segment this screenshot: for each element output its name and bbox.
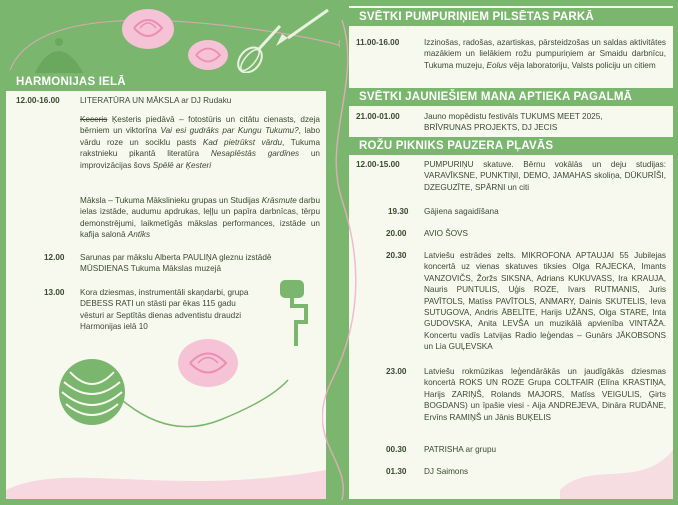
event-time: 00.30	[386, 445, 407, 454]
event-time: 23.00	[386, 367, 407, 376]
text-span: darbu ielas izstāde, audumu apdrukas, leļļu un papīra darbnīcas, tērpu demonstrējumi, laikmetīgās mākslas performances, izstāde un kafija salonā	[80, 196, 320, 240]
section-header-parks: SVĒTKI PUMPURIŅIEM PILSĒTAS PARKĀ	[349, 8, 673, 26]
top-left-decoration	[0, 0, 340, 80]
text-span: vēja laboratoriju, Valsts policiju un citiem	[506, 60, 656, 70]
event-time: 20.30	[386, 251, 407, 260]
event-time: 21.00-01.00	[356, 112, 400, 121]
event-time: 12.00	[44, 253, 65, 262]
text-span: Ķesteris piedāvā – fotostūris un citātu cienasts, dzeja bērniem un viktorīna	[80, 115, 320, 136]
section-header-youth: SVĒTKI JAUNIEŠIEM MANA APTIEKA PAGALMĀ	[349, 88, 673, 106]
show-title: Spēlē ar Ķesteri	[152, 160, 212, 170]
eolus-name: Eolus	[486, 60, 507, 70]
post-title: Kad pietrūkst vārdu	[202, 137, 283, 147]
event-text: Kora dziesmas, instrumentāli skaņdarbi, grupa DEBESS RATI un stāsti par ēkas 115 gadu vēsturi ar Septītās dienas adventistu draudzi Harmonijas ielā 10	[80, 288, 249, 332]
event-text: PATRISHA ar grupu	[424, 445, 497, 454]
event-text: Sarunas par mākslu Alberta PAULIŅA gleznu izstādē MŪSDIENAS Tukuma Mākslas muzejā	[80, 253, 272, 274]
event-text: AVIO ŠOVS	[424, 229, 468, 238]
text-span: Izzinošas, radošas, azartiskas, pārsteidzošas un saldas aktivitātes mazākiem un lielākiem rožu pumpuriņiem ar Smaidu darbnīcu, Tukuma muzeju,	[424, 38, 666, 70]
text-span: , labo vārdu roze un sociklu pasts	[80, 126, 320, 147]
event-time: 12.00-15.00	[356, 160, 400, 169]
pink-rose-icon	[120, 6, 176, 52]
event-text: Latviešu rokmūzikas leģendārākās un jaudīgākās dziesmas koncertā ROKS UN ROZE Grupa COLTFAIR (Elīna KRASTIŅA, Harijs ZARIŅŠ, Rolands MAJORS, Matīss VEIGULIS, Ģirts BOGDANS) un īpašie viesi - Aija ANDREJEVA, Dināra RUDĀNE, Ervīns RAMIŅŠ un Jānis BUĶELIS	[424, 367, 666, 422]
event-time: 01.30	[386, 467, 407, 476]
whisk-icon	[236, 24, 282, 76]
quiz-title: Vai esi gudrāks par Kungu Tukumu?	[160, 126, 299, 136]
literature-title: Nesaplēstās gardīnes	[210, 149, 300, 159]
pink-rose-icon	[186, 38, 230, 72]
event-text: Jauno mopēdistu festivāls TUKUMS MEET 2025, BRĪVRUNAS PROJEKTS, DJ JECIS	[424, 112, 603, 133]
event-text: DJ Saimons	[424, 467, 469, 476]
event-description	[80, 114, 320, 171]
section-header-picnic: ROŽU PIKNIKS PAUZERA PĻAVĀS	[349, 137, 673, 155]
strikethrough-text: Keceris	[80, 115, 108, 124]
paintbrush-icon	[274, 8, 330, 48]
event-text: Latviešu estrādes zelts. MIKROFONA APTAUJAI 55 Jubilejas koncertā uz vienas skatuves tiksies Olga RAJECKA, Imants VANZOVIČS, Žoržs SIKSNA, Adrians KUKUVASS, Ira KRAUJA, Nauris PUNTULIS, Uģis ROZE, Ivars RUTMANIS, Juris PAVĪTOLS, Matīss PAVĪTOLS, ANMARY, Dainis SKUTELIS, Ieva SUTUGOVA, Andris ĀBELĪTE, Harijs UŽĀNS, Olga STARE, Inta GUDOVSKA, Anita LEVŠA un muzikālā apvienība VINTĀŽA. Koncertu vadīs Latvijas Radio leģendas – Gunārs JĀKOBSONS un Lia GUĻEVSKA	[424, 251, 666, 352]
event-time: 11.00-16.00	[356, 38, 400, 47]
text-span: un improvizācijas šovs	[80, 149, 320, 170]
text-span: , Tukuma rakstnieku pikantā literatūra	[80, 137, 321, 159]
harmonijas-iela-header: HARMONIJAS IELĀ	[6, 73, 326, 91]
event-time: 13.00	[44, 288, 65, 297]
salon-name: Antīks	[127, 230, 151, 240]
event-description	[80, 195, 320, 241]
event-time: 19.30	[388, 207, 409, 216]
event-title: LITERATŪRA UN MĀKSLA ar DJ Rudaku	[80, 96, 232, 105]
text-span: Mākslа – Tukuma Mākslinieku grupas un Studijas	[80, 196, 262, 205]
watering-can-icon	[28, 34, 88, 76]
studio-name: Krāsmute	[261, 196, 297, 205]
event-time: 20.00	[386, 229, 407, 238]
event-text: PUMPURIŅU skatuve. Bērnu vokālās un deju studijas: VARAVĪKSNE, PUNKTIŅI, DEMO, JAMAHAS skoliņa, DŪKURĪŠI, DZEGUZĪTE, SPĀRNI un citi	[424, 160, 666, 192]
event-text	[424, 37, 666, 71]
event-text: Gājiena sagaidīšana	[424, 207, 499, 216]
event-time: 12.00-16.00	[16, 96, 60, 105]
